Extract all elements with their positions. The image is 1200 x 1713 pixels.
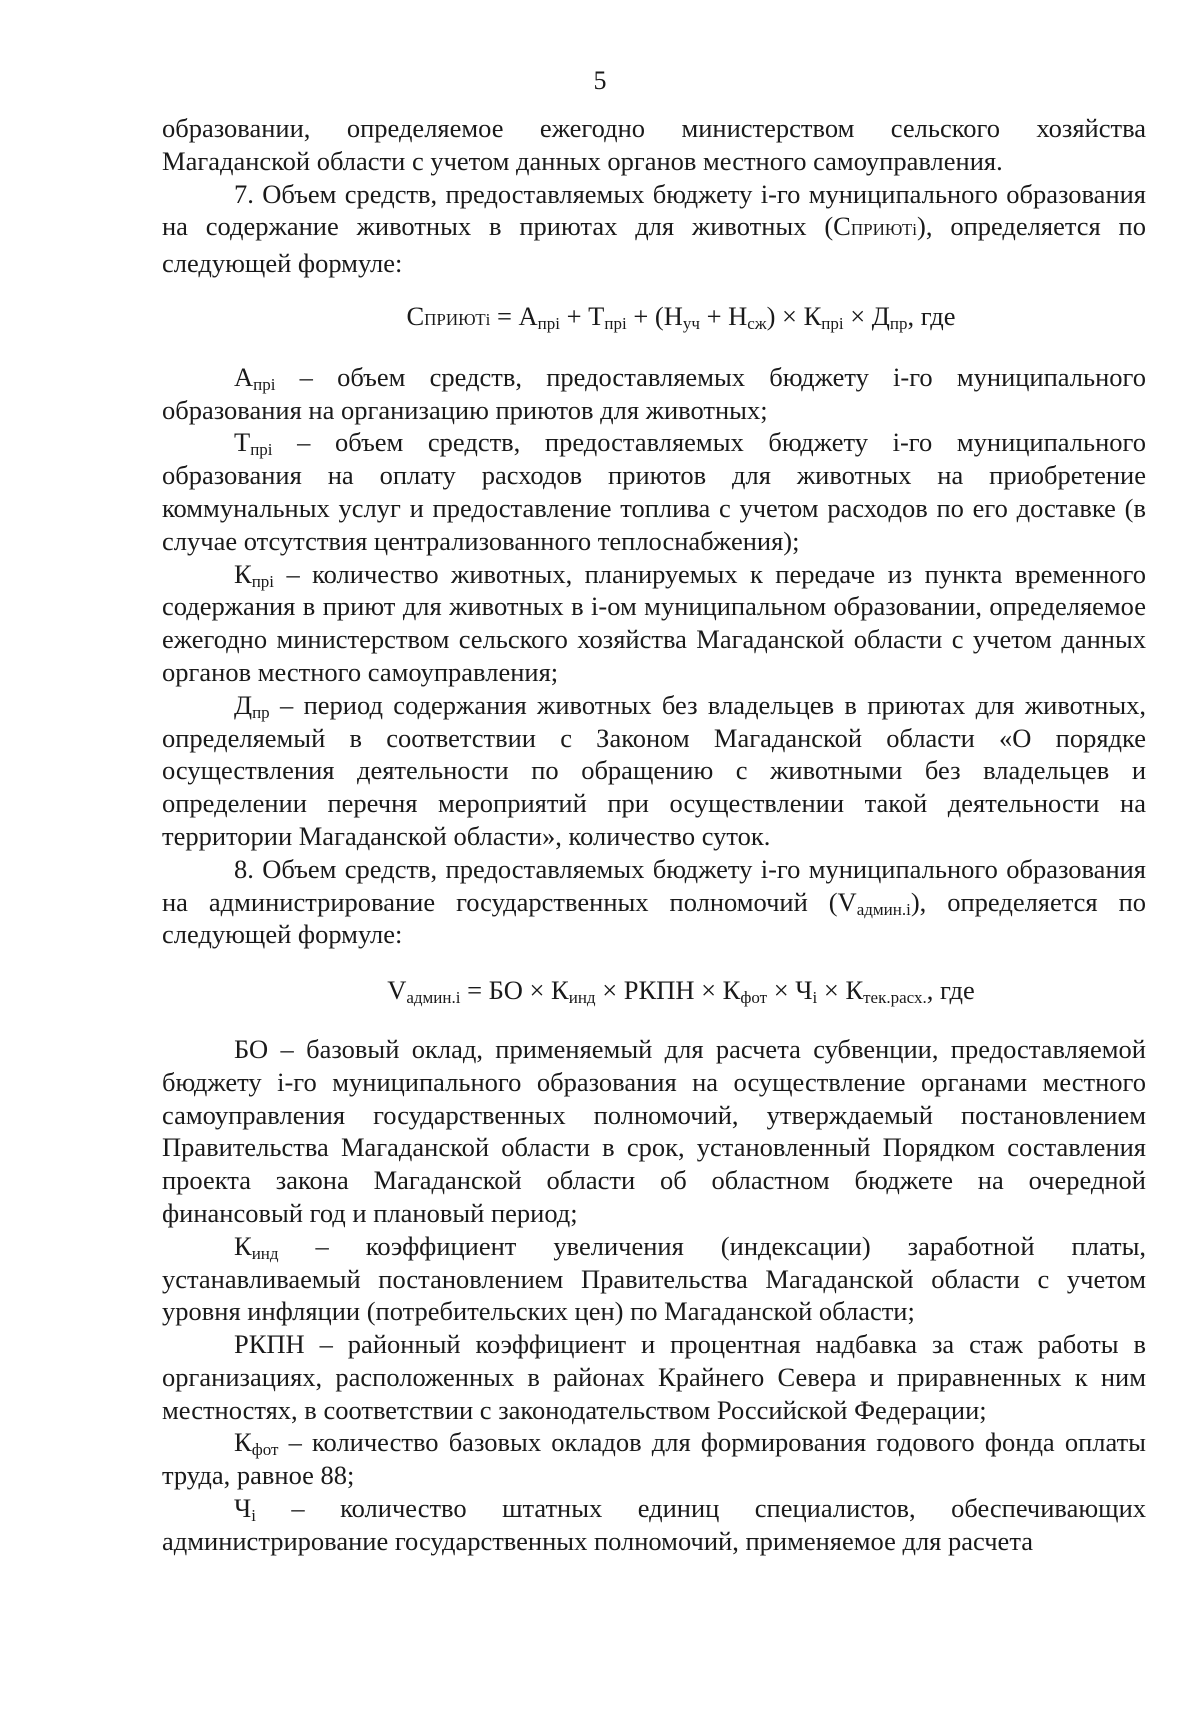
definition-subscript: прi (251, 571, 275, 591)
formula-term: × Д (843, 300, 890, 331)
definition-d-pr (162, 689, 1146, 853)
formula-subscript: фот (740, 988, 768, 1008)
formula-admin-volume (162, 951, 1146, 1033)
definition-bo (162, 1033, 1146, 1230)
definition-ch-i (162, 1492, 1146, 1558)
formula-term: × РКПН × К (595, 975, 741, 1006)
definition-k-fot (162, 1426, 1146, 1492)
definition-symbol: Д (234, 689, 253, 720)
formula-term: , где (926, 975, 975, 1006)
formula-term: × К (817, 975, 864, 1006)
formula-term: V (387, 975, 407, 1006)
paragraph-7 (162, 178, 1146, 280)
definition-a-pri (162, 361, 1146, 427)
paragraph-8-subscript: админ.i (856, 899, 911, 919)
definition-text: – количество штатных единиц специалистов, обеспечивающих администрирование государственных полномочий, применяемое для расчета (162, 1493, 1146, 1556)
definition-k-pri (162, 558, 1146, 689)
formula-subscript: ПРИЮТi (424, 309, 491, 329)
formula-subscript: тек.расх. (863, 988, 927, 1008)
formula-subscript: прi (604, 313, 627, 333)
formula-term: × Ч (767, 975, 813, 1006)
definition-subscript: прi (250, 440, 273, 460)
document-body (162, 112, 1146, 1558)
formula-term: + Н (699, 300, 748, 331)
formula-shelter-volume (162, 280, 1146, 361)
definition-subscript: пр (252, 702, 270, 722)
formula-term: + (Н (626, 300, 683, 331)
formula-term: ) × К (766, 300, 822, 331)
definition-text: – объем средств, предоставляемых бюджету i-го муниципального образования на оплату расходов приютов для животных на приобретение коммунальных услуг и предоставление топлива с учетом расходов по его доставке (в случае отсутствия централизованного теплоснабжения); (162, 427, 1146, 556)
definition-symbol: БО (234, 1033, 269, 1064)
formula-subscript: пр (889, 313, 908, 333)
definition-text: – объем средств, предоставляемых бюджету i-го муниципального образования на организацию приютов для животных; (162, 361, 1146, 425)
page-number: 5 (593, 66, 607, 95)
definition-text: – количество базовых окладов для формирования годового фонда оплаты труда, равное 88; (162, 1427, 1146, 1491)
definition-subscript: фот (251, 1440, 279, 1460)
paragraph-7-text: 7. Объем средств, предоставляемых бюджету i-го муниципального образования на содержание животных в приютах для животных (С (162, 178, 1146, 242)
formula-subscript: сж (747, 313, 767, 333)
paragraph-7-tail: ), определяется по следующей формуле: (162, 211, 1146, 279)
definition-text: – коэффициент увеличения (индексации) заработной платы, устанавливаемый постановлением Правительства Магаданской области с учетом уровня инфляции (потребительских цен) по Магаданской области; (162, 1230, 1146, 1327)
definition-subscript: инд (251, 1243, 279, 1263)
paragraph-8-tail: ), определяется по следующей формуле: (162, 886, 1146, 950)
paragraph-continuation: образовании, определяемое ежегодно министерством сельского хозяйства Магаданской области с учетом данных органов местного самоуправления. (162, 113, 1146, 176)
formula-subscript: инд (568, 988, 596, 1008)
definition-subscript: прi (253, 374, 276, 394)
paragraph-8-text: 8. Объем средств, предоставляемых бюджету i-го муниципального образования на администрирование государственных полномочий (V (162, 853, 1146, 917)
formula-subscript: прi (821, 313, 844, 333)
formula-subscript: прi (537, 313, 560, 333)
definition-symbol: Ч (234, 1493, 252, 1524)
formula-subscript: уч (682, 313, 700, 333)
definition-rkpn (162, 1328, 1146, 1426)
definition-subscript: i (251, 1506, 256, 1526)
definition-symbol: К (234, 1230, 252, 1261)
formula-subscript: админ.i (406, 988, 461, 1008)
definition-symbol: К (234, 558, 252, 589)
definition-symbol: Т (234, 427, 251, 458)
definition-t-pri (162, 426, 1146, 557)
formula-term: , где (907, 300, 956, 331)
definition-text: – районный коэффициент и процентная надбавка за стаж работы в организациях, расположенных в районах Крайнего Севера и приравненных к ним местностях, в соответствии с законодательством Российской Федерации; (162, 1329, 1146, 1425)
definition-text: – количество животных, планируемых к передаче из пункта временного содержания в приют для животных в i-ом муниципальном образовании, определяемое ежегодно министерством сельского хозяйства Магаданской области с учетом данных органов местного самоуправления; (162, 558, 1146, 687)
paragraph-7-subscript: ПРИЮТi (850, 220, 918, 240)
formula-term: = БО × К (460, 975, 569, 1006)
definition-symbol: К (234, 1427, 252, 1458)
formula-subscript: i (812, 988, 818, 1008)
definition-symbol: А (234, 361, 254, 392)
paragraph-8 (162, 853, 1146, 951)
formula-term: + Т (559, 300, 605, 331)
definition-text: – период содержания животных без владельцев в приютах для животных, определяемый в соответствии с Законом Магаданской области «О порядке осуществления деятельности по обращению с животными без владельцев и определении перечня мероприятий при осуществлении такой деятельности на территории Магаданской области», количество суток. (162, 689, 1146, 851)
formula-term: = А (490, 300, 538, 331)
definition-k-ind (162, 1230, 1146, 1328)
definition-symbol: РКПН (234, 1329, 305, 1360)
definition-text: – базовый оклад, применяемый для расчета субвенции, предоставляемой бюджету i-го муниципального образования на осуществление органами местного самоуправления государственных полномочий, утверждаемый постановлением Правительства Магаданской области в срок, установленный Порядком составления проекта закона Магаданской области об областном бюджете на очередной финансовый год и плановый период; (162, 1033, 1146, 1228)
formula-term: С (406, 300, 425, 331)
